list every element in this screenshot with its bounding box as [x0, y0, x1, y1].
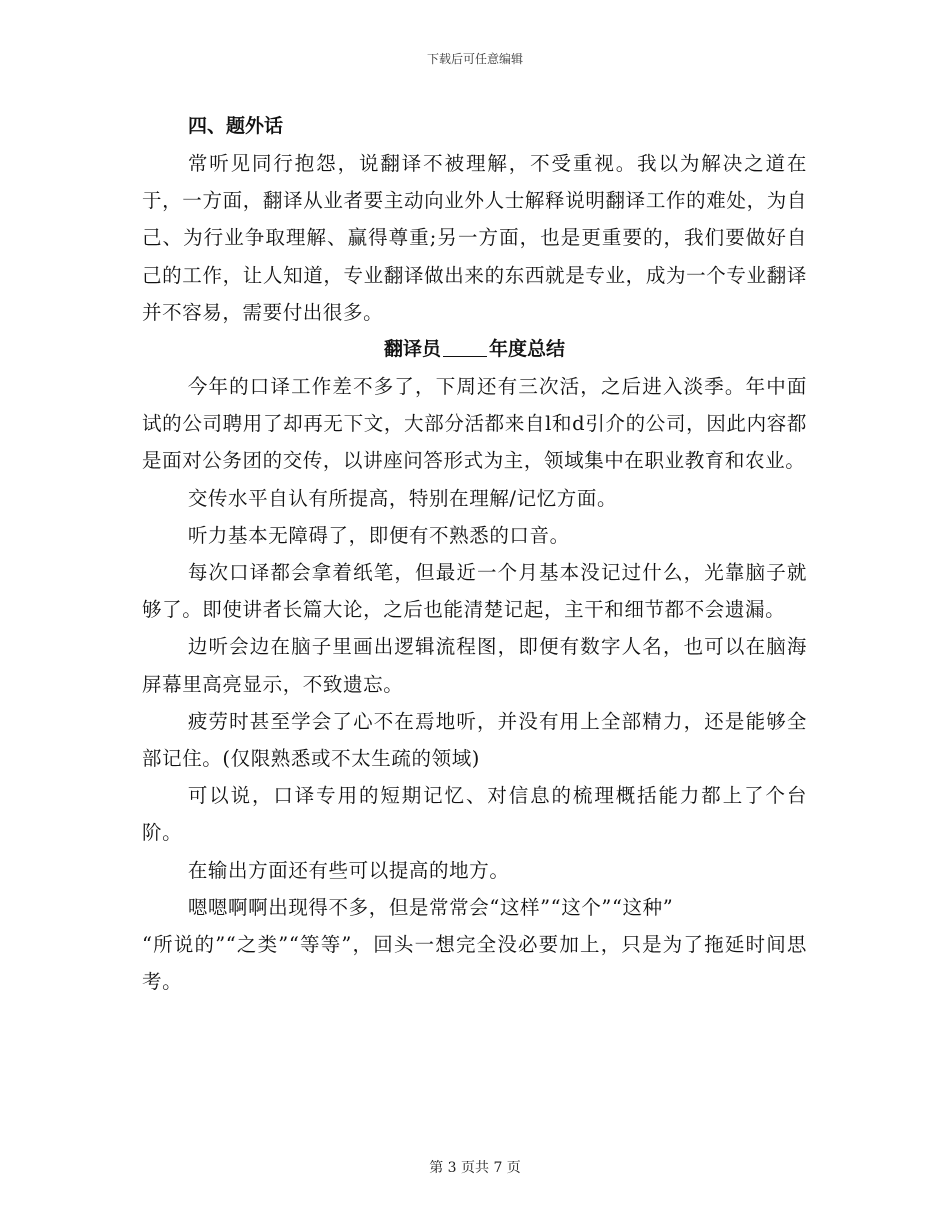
article-title-suffix: 年度总结 — [489, 338, 566, 361]
article-paragraph: 在输出方面还有些可以提高的地方。 — [187, 858, 510, 882]
title-blank-underline — [443, 337, 487, 357]
article-title — [142, 331, 807, 368]
article-paragraph-last-rest: “所说的”“之类”“等等”，回头一想完全没必要加上，只是为了拖延时间思考。 — [142, 933, 807, 994]
document-body — [142, 108, 807, 1000]
page-footer: 第 3 页共 7 页 — [429, 1160, 521, 1176]
article-paragraph: 交传水平自认有所提高，特别在理解/记忆方面。 — [187, 486, 618, 510]
section-paragraph: 常听见同行抱怨，说翻译不被理解，不受重视。我以为解决之道在于，一方面，翻译从业者要主动向业外人士解释说明翻译工作的难处，为自己、为行业争取理解、赢得尊重;另一方面，也是更重要的，我们要做好自己的工作，让人知道，专业翻译做出来的东西就是专业，成为一个专业翻译并不容易，需要付出很多。 — [142, 152, 807, 324]
article-paragraph: 听力基本无障碍了，即便有不熟悉的口音。 — [187, 523, 570, 547]
article-paragraph: 疲劳时甚至学会了心不在焉地听，并没有用上全部精力，还是能够全部记住。(仅限熟悉或不太生疏的领域) — [142, 709, 807, 771]
page-header: 下载后可任意编辑 — [426, 52, 523, 66]
article-paragraph: 可以说，口译专用的短期记忆、对信息的梳理概括能力都上了个台阶。 — [142, 784, 807, 845]
article-paragraph: 每次口译都会拿着纸笔，但最近一个月基本没记过什么，光靠脑子就够了。即使讲者长篇大论，之后也能清楚记起，主干和细节都不会遗漏。 — [142, 561, 807, 622]
article-title-prefix: 翻译员 — [383, 338, 441, 361]
article-paragraph-last-line1: 嗯嗯啊啊出现得不多，但是常常会“这样”“这个”“这种” — [187, 895, 674, 919]
article-paragraph: 今年的口译工作差不多了，下周还有三次活，之后进入淡季。年中面试的公司聘用了却再无下文，大部分活都来自l和d引介的公司，因此内容都是面对公务团的交传，以讲座问答形式为主，领域集中在职业教育和农业。 — [142, 375, 807, 473]
section-heading: 四、题外话 — [188, 115, 284, 137]
article-paragraph: 边听会边在脑子里画出逻辑流程图，即便有数字人名，也可以在脑海屏幕里高亮显示，不致遗忘。 — [142, 635, 807, 696]
